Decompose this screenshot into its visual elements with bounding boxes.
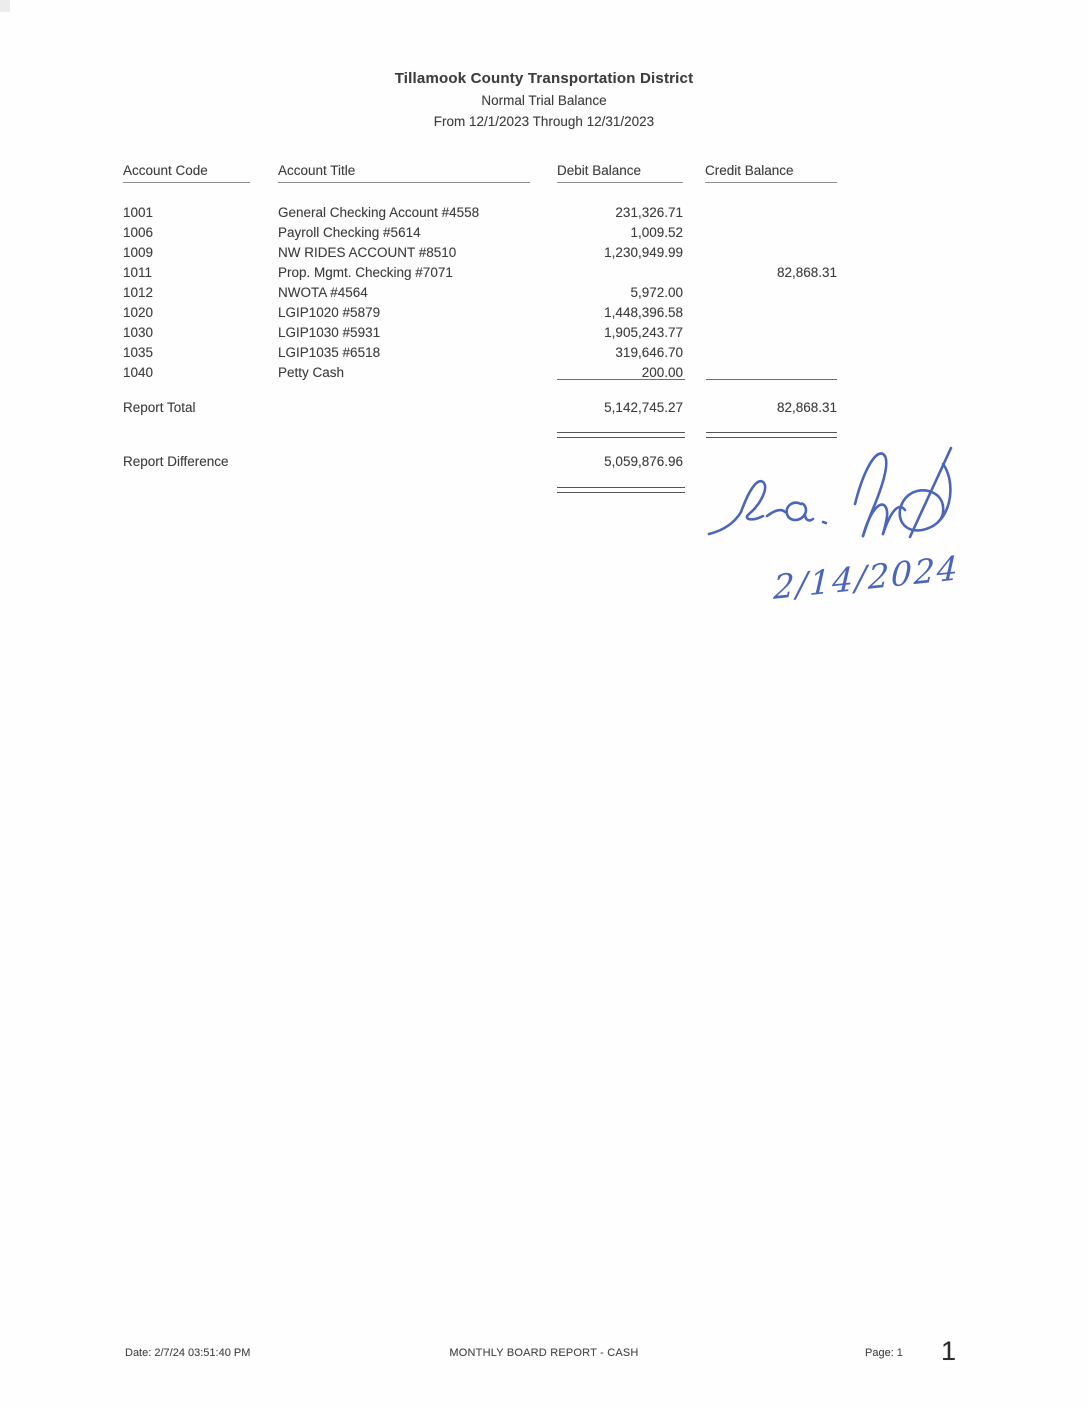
column-header-account-code: Account Code [123, 163, 250, 183]
report-date-range: From 12/1/2023 Through 12/31/2023 [433, 114, 655, 129]
account-code: 1030 [123, 325, 154, 340]
account-title: LGIP1035 #6518 [278, 345, 381, 360]
credit-balance: 82,868.31 [776, 265, 837, 280]
report-difference-debit: 5,059,876.96 [604, 454, 683, 469]
debit-balance: 1,009.52 [630, 225, 683, 240]
handwritten-signature [705, 442, 965, 562]
debit-balance: 319,646.70 [615, 345, 683, 360]
table-row [0, 323, 1088, 343]
report-total-credit: 82,868.31 [776, 400, 837, 415]
handwritten-date: 2/14/2024 [772, 548, 961, 607]
report-total-row [0, 398, 1088, 418]
debit-balance: 1,448,396.58 [604, 305, 683, 320]
report-total-debit: 5,142,745.27 [604, 400, 683, 415]
column-header-account-title: Account Title [278, 163, 530, 183]
debit-subtotal-rule [557, 379, 685, 380]
account-title: LGIP1030 #5931 [278, 325, 381, 340]
debit-balance [543, 263, 683, 283]
account-code: 1009 [123, 245, 154, 260]
account-code: 1040 [123, 365, 154, 380]
account-title: Payroll Checking #5614 [278, 225, 421, 240]
difference-double-rule [557, 487, 685, 493]
column-header-credit-balance: Credit Balance [705, 163, 837, 183]
credit-balance [697, 203, 837, 223]
footer-report-name: MONTHLY BOARD REPORT - CASH [449, 1347, 639, 1359]
credit-balance [697, 343, 837, 363]
account-code: 1001 [123, 205, 154, 220]
credit-balance [697, 243, 837, 263]
credit-balance [697, 223, 837, 243]
column-header-debit-balance: Debit Balance [557, 163, 683, 183]
debit-balance: 1,230,949.99 [604, 245, 683, 260]
account-title: NWOTA #4564 [278, 285, 368, 300]
table-row [0, 303, 1088, 323]
footer-print-date: Date: 2/7/24 03:51:40 PM [125, 1347, 251, 1359]
account-code: 1006 [123, 225, 154, 240]
account-code: 1011 [123, 265, 153, 280]
table-row [0, 343, 1088, 363]
credit-balance [697, 303, 837, 323]
account-title: NW RIDES ACCOUNT #8510 [278, 245, 457, 260]
account-title: Petty Cash [278, 365, 345, 380]
table-row [0, 243, 1088, 263]
credit-total-double-rule [706, 432, 837, 438]
credit-balance [697, 363, 837, 383]
account-code: 1035 [123, 345, 154, 360]
debit-balance: 200.00 [641, 365, 683, 380]
report-title: Tillamook County Transportation District [394, 70, 694, 87]
debit-total-double-rule [557, 432, 685, 438]
report-subtitle: Normal Trial Balance [481, 93, 607, 108]
debit-balance: 5,972.00 [630, 285, 683, 300]
table-row [0, 223, 1088, 243]
report-total-label: Report Total [123, 400, 196, 415]
table-row [0, 203, 1088, 223]
account-code: 1020 [123, 305, 154, 320]
table-row [0, 363, 1088, 383]
report-header [0, 68, 1088, 132]
table-row [0, 263, 1088, 283]
scan-artifact [0, 0, 10, 12]
table-row [0, 283, 1088, 303]
credit-balance [697, 323, 837, 343]
account-title: LGIP1020 #5879 [278, 305, 381, 320]
report-difference-label: Report Difference [123, 454, 229, 469]
account-title: Prop. Mgmt. Checking #7071 [278, 265, 453, 280]
debit-balance: 231,326.71 [615, 205, 683, 220]
credit-subtotal-rule [706, 379, 837, 380]
credit-balance [697, 283, 837, 303]
footer-page-label: Page: 1 [865, 1347, 903, 1359]
debit-balance: 1,905,243.77 [604, 325, 683, 340]
page-footer [0, 1336, 1088, 1374]
account-title: General Checking Account #4558 [278, 205, 480, 220]
footer-page-number-stamp: 1 [941, 1336, 957, 1366]
account-code: 1012 [123, 285, 154, 300]
signature-block [705, 442, 985, 622]
